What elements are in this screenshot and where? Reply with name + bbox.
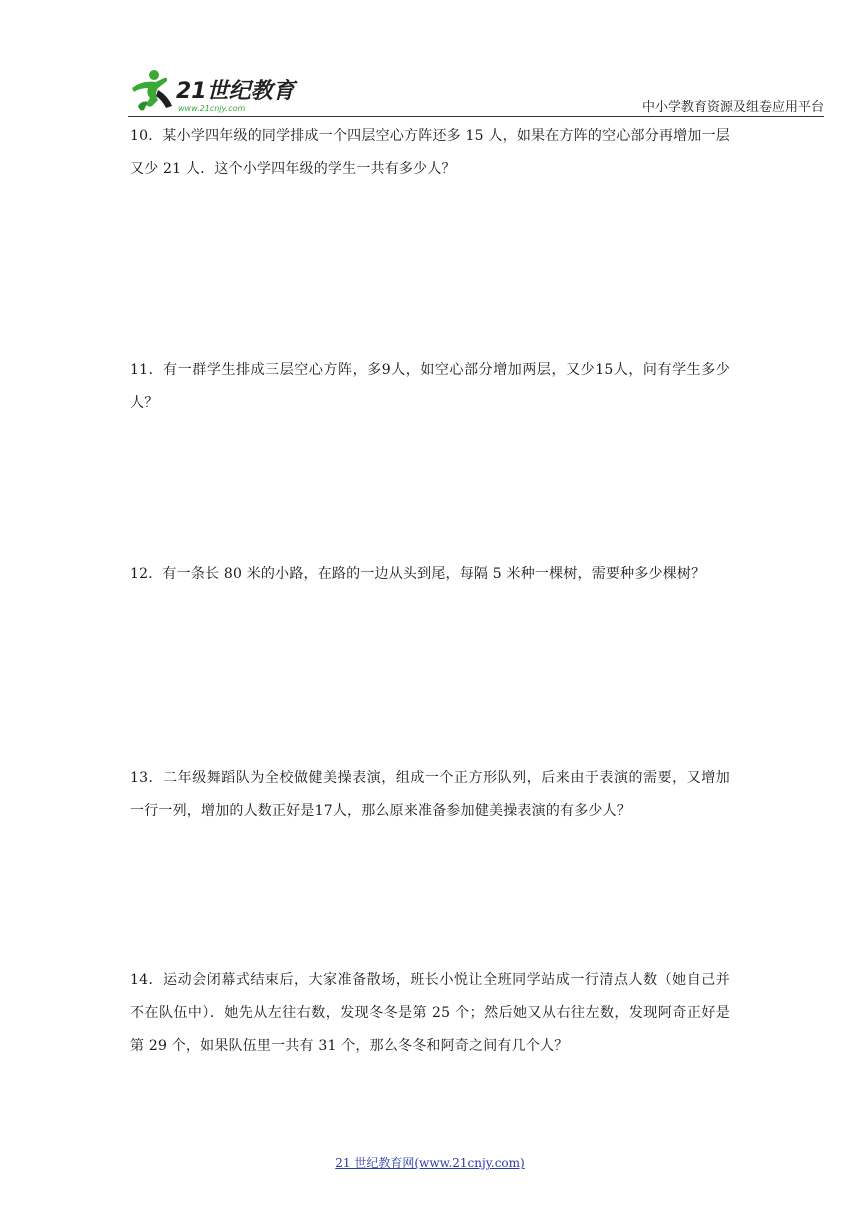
page-header xyxy=(128,66,824,118)
svg-text:21世纪教育: 21世纪教育 xyxy=(176,79,295,104)
svg-text:www.21cnjy.com: www.21cnjy.com xyxy=(178,104,246,113)
platform-name: 中小学教育资源及组卷应用平台 xyxy=(641,100,824,115)
question-13: 13．二年级舞蹈队为全校做健美操表演，组成一个正方形队列，后来由于表演的需要，又增加一行一列，增加的人数正好是17人，那么原来准备参加健美操表演的有多少人？ xyxy=(130,770,730,819)
header-divider xyxy=(128,116,824,117)
page-footer xyxy=(0,1154,860,1171)
site-logo[interactable] xyxy=(128,66,318,114)
footer-link[interactable]: 21 世纪教育网(www.21cnjy.com) xyxy=(335,1156,525,1170)
question-10: 10．某小学四年级的同学排成一个四层空心方阵还多 15 人，如果在方阵的空心部分再增加一层又少 21 人．这个小学四年级的学生一共有多少人？ xyxy=(130,128,730,177)
question-12: 12．有一条长 80 米的小路，在路的一边从头到尾，每隔 5 米种一棵树，需要种多少棵树？ xyxy=(130,566,706,582)
question-14: 14．运动会闭幕式结束后，大家准备散场，班长小悦让全班同学站成一行清点人数（她自己并不在队伍中）．她先从左往右数，发现冬冬是第 25 个；然后她又从右往左数，发现阿奇正好是第 29 个，如果队伍里一共有 31 个，那么冬冬和阿奇之间有几个人？ xyxy=(130,972,730,1054)
question-11: 11．有一群学生排成三层空心方阵，多9人，如空心部分增加两层，又少15人，问有学生多少人？ xyxy=(130,362,730,411)
runner-logo-icon xyxy=(128,66,318,114)
